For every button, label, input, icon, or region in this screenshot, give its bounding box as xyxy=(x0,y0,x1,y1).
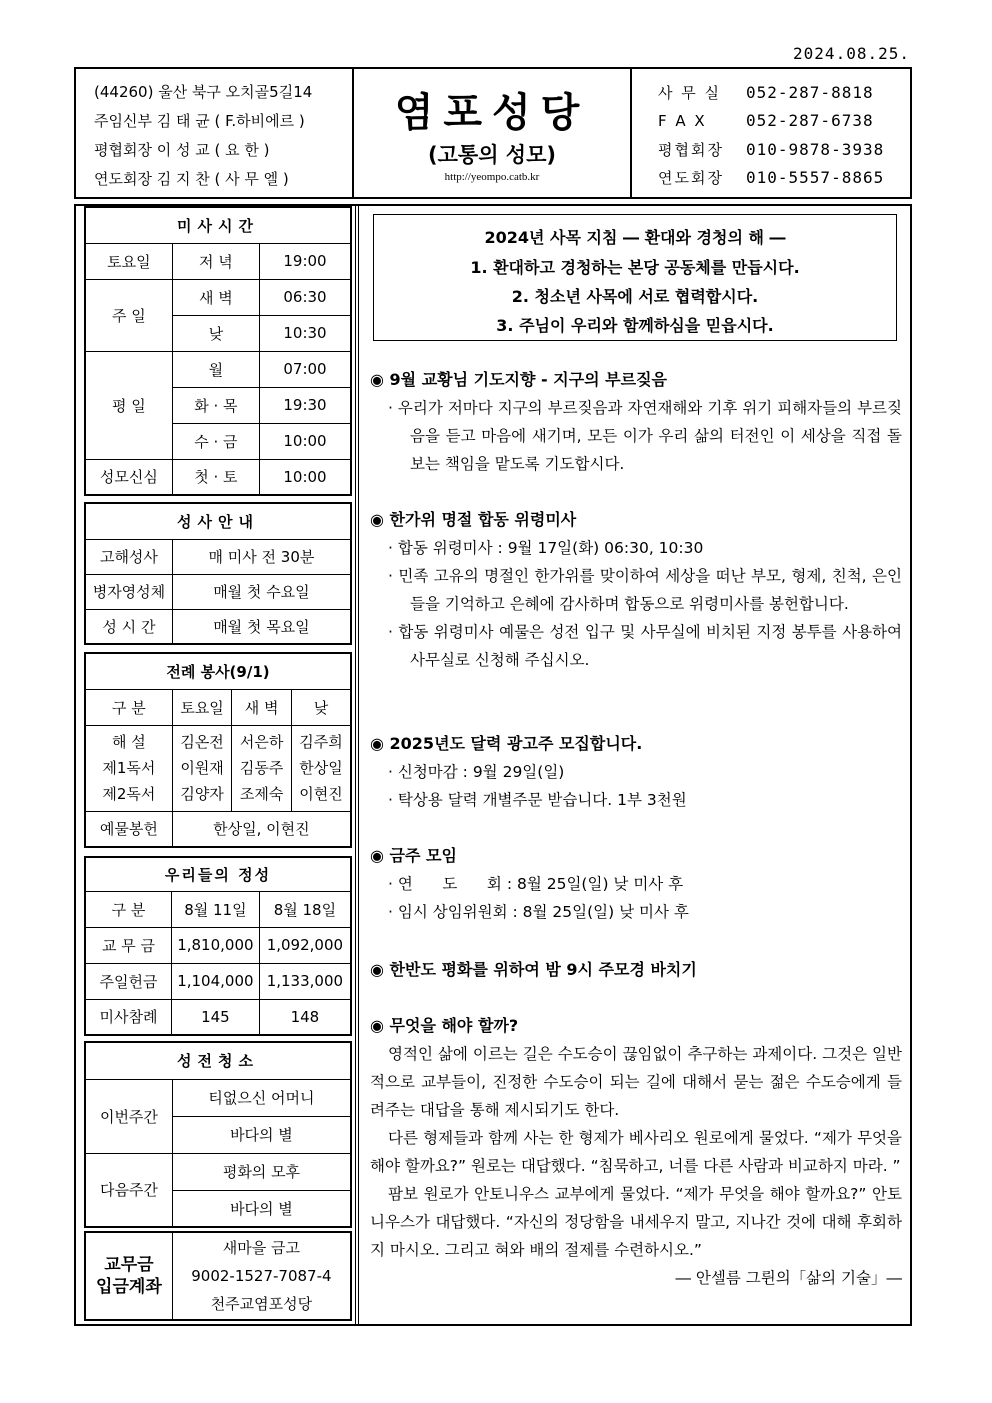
marian-hour: 10:00 xyxy=(259,459,351,495)
contact-council: 평협회장 010-9878-3938 xyxy=(658,140,885,159)
sat-hour: 19:00 xyxy=(259,243,351,279)
reflection-source: ― 안셀름 그륀의「삶의 기술」― xyxy=(675,1269,902,1287)
reflection-para-2: 다른 형제들과 함께 사는 한 형제가 베사리오 원로에게 물었다. “제가 무엇을 해야 할까요?” 원로는 대답했다. “침묵하고, 너를 다른 사람과 비교하지 마라. ” xyxy=(370,1129,902,1175)
confession-value: 매 미사 전 30분 xyxy=(172,539,351,574)
prayer-text: · 우리가 저마다 지구의 부르짖음과 자연재해와 기후 위기 피해자들의 부르짖음을 듣고 마음에 새기며, 모든 이가 우리 삶의 터전인 이 세상을 직접 돌보는 책임을 맡도록 기도합시다. xyxy=(388,399,902,473)
offering-names: 한상일, 이현진 xyxy=(172,811,351,847)
pastoral-motto-box xyxy=(373,214,897,341)
bulletin-header xyxy=(74,67,912,199)
contact-fax: F A X 052-287-6738 xyxy=(658,111,874,130)
role-reader1: 제1독서 xyxy=(102,759,156,777)
dawn-reader1: 김동주 xyxy=(239,759,284,777)
chuseok-bullet-1: · 합동 위령미사 : 9월 17일(화) 06:30, 10:30 xyxy=(388,539,704,557)
offerings-table xyxy=(84,856,352,1036)
peace-title: ◉ 한반도 평화를 위하여 밤 9시 주모경 바치기 xyxy=(370,960,697,979)
sat-commentator: 김온전 xyxy=(180,733,224,751)
section-reflection xyxy=(370,1012,902,1292)
tue-thu-hour: 19:30 xyxy=(259,387,351,423)
mass-times-table xyxy=(84,206,352,496)
collection-aug11: 1,104,000 xyxy=(172,963,260,999)
contact-office: 사 무 실 052-287-8818 xyxy=(658,83,874,102)
sat-day: 토요일 xyxy=(85,243,172,279)
liturgy-head-type: 구 분 xyxy=(85,689,172,725)
role-commentator: 해 설 xyxy=(112,733,146,751)
motto-item-2: 2. 청소년 사목에 서로 협력합시다. xyxy=(511,287,759,306)
liturgy-title: 전례 봉사(9/1) xyxy=(85,653,351,689)
day-reader1: 한상일 xyxy=(299,759,343,777)
meeting-bullet-1: · 연 도 회 : 8월 25일(일) 낮 미사 후 xyxy=(388,875,684,893)
offerings-title: 우리들의 정성 xyxy=(85,857,351,891)
confession-label: 고해성사 xyxy=(85,539,172,574)
sacrament-title: 성사안내 xyxy=(85,503,351,539)
liturgy-head-dawn: 새 벽 xyxy=(232,689,292,725)
sat-time-label: 저 녁 xyxy=(172,243,259,279)
chuseok-title: ◉ 한가위 명절 합동 위령미사 xyxy=(370,510,577,529)
this-week-group2: 바다의 별 xyxy=(172,1116,351,1153)
sun-dawn-label: 새 벽 xyxy=(172,279,259,315)
this-week-label: 이번주간 xyxy=(85,1079,172,1153)
attendance-aug11: 145 xyxy=(172,999,260,1035)
account-bank: 새마을 금고 xyxy=(222,1239,301,1257)
holy-hour-value: 매월 첫 목요일 xyxy=(172,609,351,644)
next-week-group1: 평화의 모후 xyxy=(172,1153,351,1190)
council-president: 평협회장 이 성 교 ( 요 한 ) xyxy=(94,141,270,159)
mon-label: 월 xyxy=(172,351,259,387)
meeting-title: ◉ 금주 모임 xyxy=(370,846,457,865)
section-calendar-ads xyxy=(370,730,902,814)
tue-thu-label: 화 · 목 xyxy=(172,387,259,423)
account-table xyxy=(84,1231,352,1321)
reflection-title: ◉ 무엇을 해야 할까? xyxy=(370,1016,519,1035)
collection-label: 주일헌금 xyxy=(85,963,172,999)
mon-hour: 07:00 xyxy=(259,351,351,387)
account-number: 9002-1527-7087-4 xyxy=(191,1267,332,1285)
chuseok-bullet-3: · 합동 위령미사 예물은 성전 입구 및 사무실에 비치된 지정 봉투를 사용하여 사무실로 신청해 주십시오. xyxy=(388,623,902,669)
offerings-head-type: 구 분 xyxy=(85,891,172,927)
sun-day: 주 일 xyxy=(85,279,172,351)
liturgy-service-table xyxy=(84,652,352,848)
marian-time-label: 첫 · 토 xyxy=(172,459,259,495)
offerings-head-aug11: 8월 11일 xyxy=(172,891,260,927)
offering-label: 예물봉헌 xyxy=(85,811,172,847)
church-subtitle: (고통의 성모) xyxy=(428,143,556,167)
cleaning-title: 성전청소 xyxy=(85,1042,351,1079)
day-reader2: 이현진 xyxy=(299,785,343,803)
account-label1: 교무금 xyxy=(104,1255,154,1275)
contact-list xyxy=(632,69,910,197)
sick-communion-value: 매월 첫 수요일 xyxy=(172,574,351,609)
sat-reader1: 이원재 xyxy=(180,759,224,777)
sacrament-table xyxy=(84,502,352,645)
liturgy-head-day: 낮 xyxy=(291,689,351,725)
bulletin-body xyxy=(74,204,912,1326)
chuseok-bullet-2: · 민족 고유의 명절인 한가위를 맞이하여 세상을 떠난 부모, 형제, 친척, 은인들을 기억하고 은혜에 감사하며 합동으로 위령미사를 봉헌합니다. xyxy=(388,567,902,613)
tithe-aug11: 1,810,000 xyxy=(172,927,260,963)
motto-title: 2024년 사목 지침 ― 환대와 경청의 해 ― xyxy=(484,228,786,247)
motto-item-3: 3. 주님이 우리와 함께하심을 믿읍시다. xyxy=(496,316,774,335)
tithe-aug18: 1,092,000 xyxy=(259,927,351,963)
offerings-head-aug18: 8월 18일 xyxy=(259,891,351,927)
calendar-bullet-1: · 신청마감 : 9월 29일(일) xyxy=(388,763,565,781)
church-url[interactable]: http://yeompo.catb.kr xyxy=(444,171,540,183)
dawn-reader2: 조제숙 xyxy=(239,785,284,803)
next-week-group2: 바다의 별 xyxy=(172,1190,351,1227)
contact-requiem: 연도회장 010-5557-8865 xyxy=(658,168,885,187)
tithe-label: 교 무 금 xyxy=(85,927,172,963)
section-meetings xyxy=(370,842,902,926)
meeting-bullet-2: · 임시 상임위원회 : 8월 25일(일) 낮 미사 후 xyxy=(388,903,689,921)
sun-day-hour: 10:30 xyxy=(259,315,351,351)
attendance-aug18: 148 xyxy=(259,999,351,1035)
sun-day-label: 낮 xyxy=(172,315,259,351)
reflection-para-1: 영적인 삶에 이르는 길은 수도승이 끊임없이 추구하는 과제이다. 그것은 일반적으로 교부들이, 진정한 수도승이 되는 길에 대해서 묻는 젊은 수도승에게 들려주는 대답을 통해 제시되기도 한다. xyxy=(370,1045,902,1119)
calendar-title: ◉ 2025년도 달력 광고주 모집합니다. xyxy=(370,734,643,753)
account-label2: 입금계좌 xyxy=(96,1277,162,1297)
section-chuseok-mass xyxy=(370,506,902,674)
wed-fri-hour: 10:00 xyxy=(259,423,351,459)
holy-hour-label: 성 시 간 xyxy=(85,609,172,644)
weekday-label: 평 일 xyxy=(85,351,172,459)
cleaning-table xyxy=(84,1041,352,1228)
section-prayer-intention xyxy=(370,366,902,478)
account-holder: 천주교염포성당 xyxy=(210,1295,313,1313)
reflection-para-3: 팜보 원로가 안토니우스 교부에게 물었다. “제가 무엇을 해야 할까요?” 안토니우스가 대답했다. “자신의 정당함을 내세우지 말고, 지나간 것에 대해 후회하지 마시오. 그리고 혀와 배의 절제를 수련하시오.” xyxy=(370,1185,902,1259)
requiem-president: 연도회장 김 지 찬 ( 사 무 엘 ) xyxy=(94,170,289,188)
marian-label: 성모신심 xyxy=(85,459,172,495)
church-name: 염포성당 xyxy=(394,90,590,136)
collection-aug18: 1,133,000 xyxy=(259,963,351,999)
pastor-name: 주임신부 김 태 균 ( F.하비에르 ) xyxy=(94,112,305,130)
liturgy-head-sat: 토요일 xyxy=(172,689,232,725)
role-reader2: 제2독서 xyxy=(102,785,156,803)
motto-item-1: 1. 환대하고 경청하는 본당 공동체를 만듭시다. xyxy=(470,258,800,277)
sun-dawn-hour: 06:30 xyxy=(259,279,351,315)
day-commentator: 김주희 xyxy=(299,733,343,751)
parish-info xyxy=(76,69,354,197)
mass-times-title: 미사시간 xyxy=(85,207,351,243)
parish-address: (44260) 울산 북구 오치골5길14 xyxy=(94,83,313,101)
sick-communion-label: 병자영성체 xyxy=(85,574,172,609)
wed-fri-label: 수 · 금 xyxy=(172,423,259,459)
attendance-label: 미사참례 xyxy=(85,999,172,1035)
this-week-group1: 티없으신 어머니 xyxy=(172,1079,351,1116)
sat-reader2: 김양자 xyxy=(180,785,224,803)
column-divider xyxy=(355,206,359,1324)
dawn-commentator: 서은하 xyxy=(239,733,284,751)
section-peace-prayer xyxy=(370,956,902,984)
next-week-label: 다음주간 xyxy=(85,1153,172,1227)
calendar-bullet-2: · 탁상용 달력 개별주문 받습니다. 1부 3천원 xyxy=(388,791,687,809)
prayer-title: ◉ 9월 교황님 기도지향 - 지구의 부르짖음 xyxy=(370,370,667,389)
bulletin-date: 2024.08.25. xyxy=(793,44,910,63)
parish-title-block xyxy=(354,69,632,197)
